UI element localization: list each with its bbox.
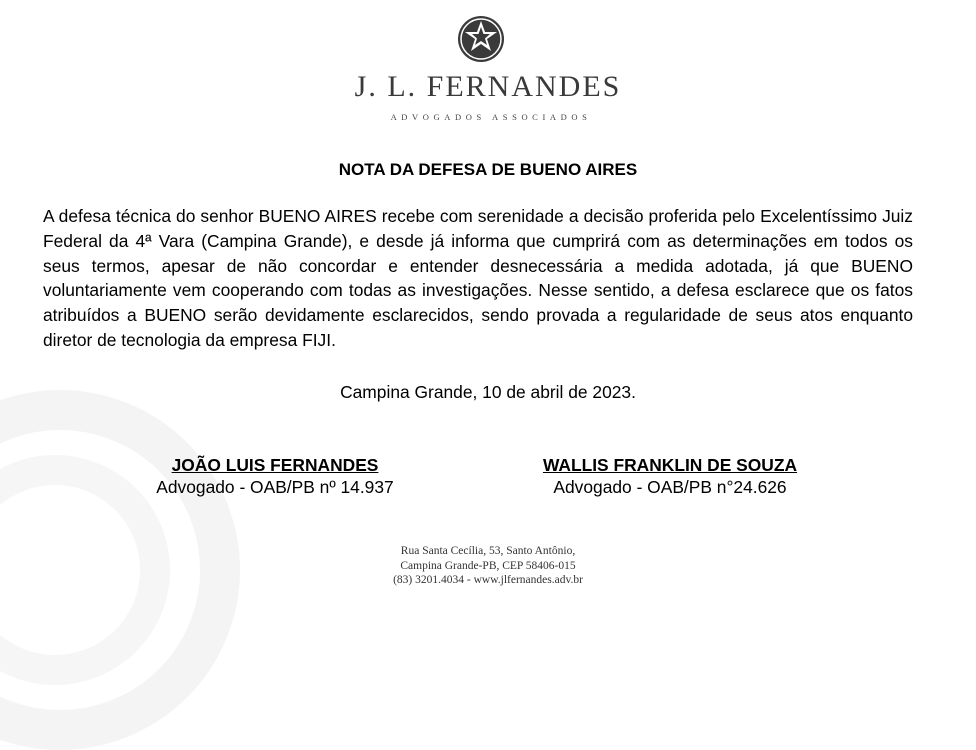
firm-name: J. L. FERNANDES: [354, 70, 622, 103]
signature-name: WALLIS FRANKLIN DE SOUZA: [542, 455, 798, 475]
footer-line: Campina Grande-PB, CEP 58406-015: [400, 559, 576, 572]
body-paragraph: A defesa técnica do senhor BUENO AIRES recebe com serenidade a decisão proferida pelo Excelentíssimo Juiz Federal da 4ª Vara (Campina Grande), e desde já informa que cumprirá com as determinações em todos os seus termos, apesar de não concordar e entender desnecessária a medida adotada, já que BUENO voluntariamente vem cooperando com todas as investigações. Nesse sentido, a defesa esclarece que os fatos atribuídos a BUENO serão devidamente esclarecidos, sendo provada a regularidade de seus atos enquanto diretor de tecnologia da empresa FIJI.: [43, 206, 913, 350]
footer-contact-line: (83) 3201.4034 - www.jlfernandes.adv.br: [393, 574, 583, 586]
signature-block-1: [95, 454, 455, 498]
signature-role: Advogado - OAB/PB n°24.626: [553, 477, 787, 497]
footer-address: [0, 544, 976, 588]
document-title: NOTA DA DEFESA DE BUENO AIRES: [338, 160, 638, 179]
date-line: Campina Grande, 10 de abril de 2023.: [340, 382, 636, 402]
footer-line: Rua Santa Cecília, 53, Santo Antônio,: [400, 545, 576, 557]
firm-subtitle: ADVOGADOS ASSOCIADOS: [390, 112, 592, 122]
star-compass-emblem-icon: [456, 14, 506, 64]
signature-name: JOÃO LUIS FERNANDES: [171, 455, 379, 475]
signature-block-2: [490, 454, 850, 498]
signature-role: Advogado - OAB/PB nº 14.937: [156, 477, 394, 497]
